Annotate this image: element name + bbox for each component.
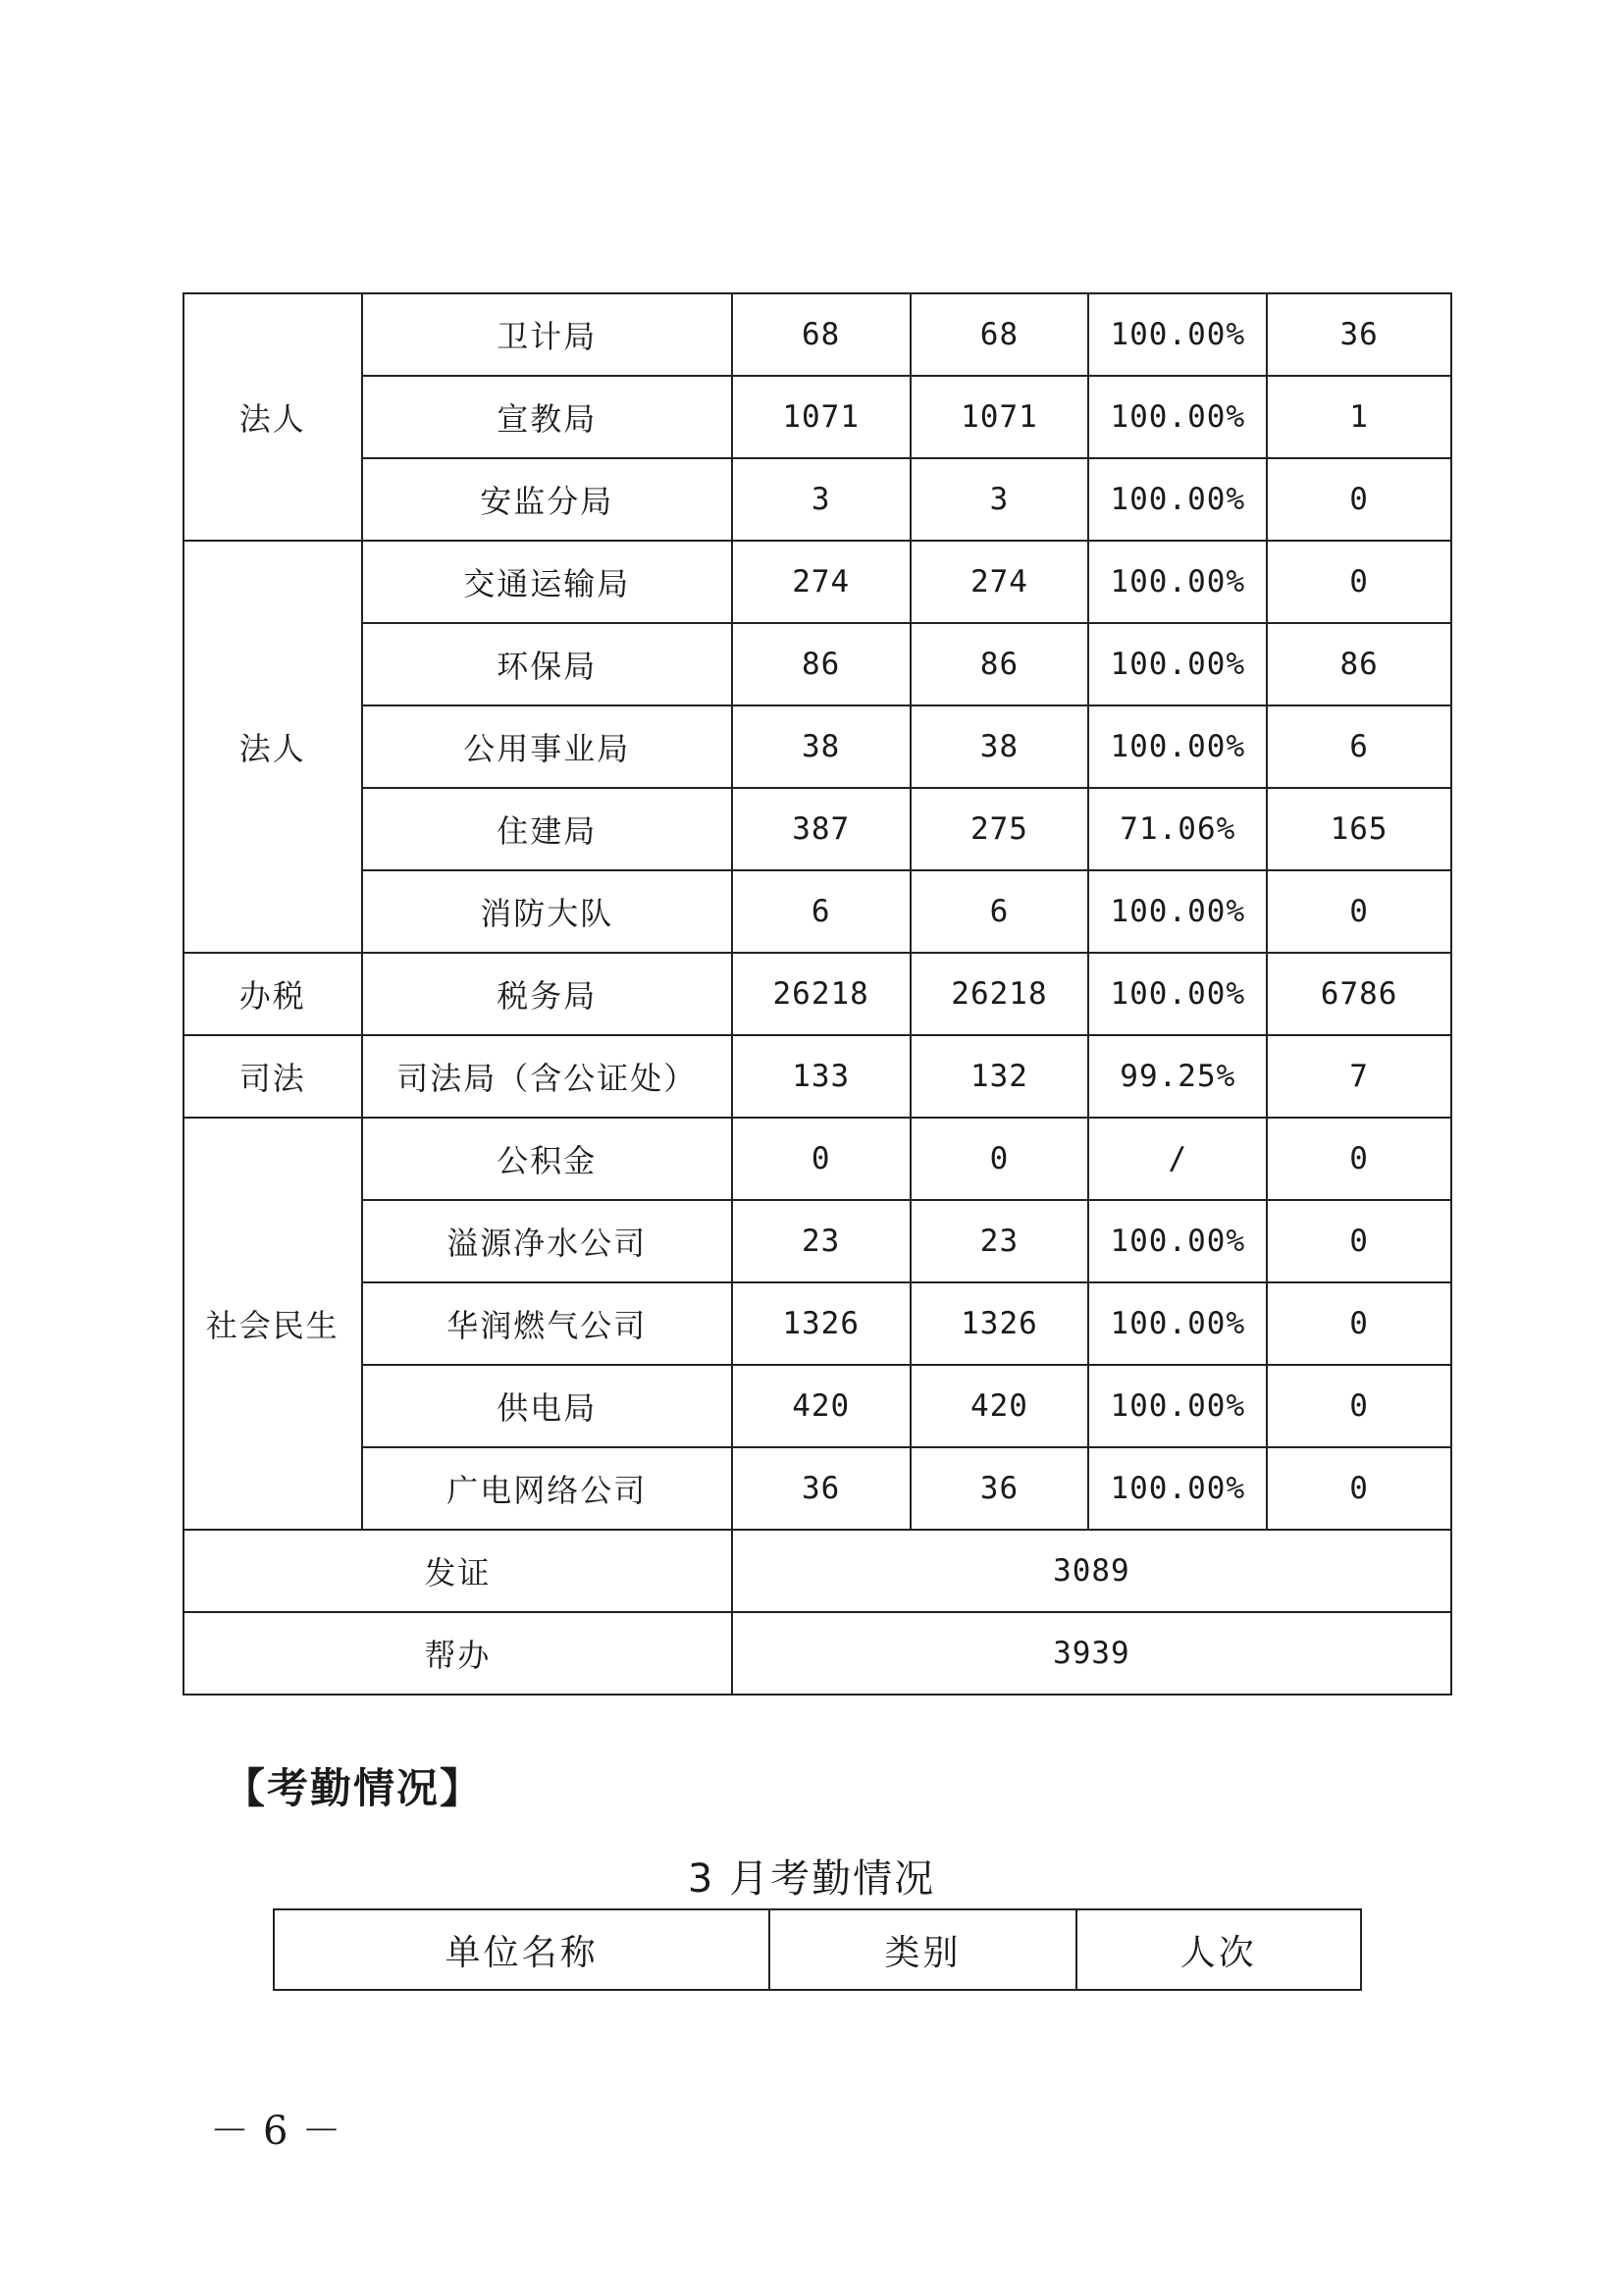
extra-count-cell: 0	[1267, 541, 1451, 623]
received-count-cell: 23	[732, 1200, 911, 1282]
completion-rate-cell: 100.00%	[1088, 870, 1267, 953]
department-name-cell: 华润燃气公司	[362, 1282, 732, 1365]
received-count-cell: 1071	[732, 376, 911, 458]
table-row	[183, 953, 1451, 1035]
table-row	[183, 870, 1451, 953]
completion-rate-cell: 100.00%	[1088, 458, 1267, 541]
completed-count-cell: 68	[911, 293, 1089, 376]
table-row	[183, 623, 1451, 705]
department-name-cell: 交通运输局	[362, 541, 732, 623]
summary-row	[183, 1530, 1451, 1612]
summary-label: 帮办	[183, 1612, 732, 1695]
service-stats-body	[183, 293, 1451, 1695]
table-row	[183, 1200, 1451, 1282]
department-name-cell: 税务局	[362, 953, 732, 1035]
completed-count-cell: 275	[911, 788, 1089, 870]
extra-count-cell: 7	[1267, 1035, 1451, 1118]
extra-count-cell: 1	[1267, 376, 1451, 458]
extra-count-cell: 36	[1267, 293, 1451, 376]
extra-count-cell: 0	[1267, 1200, 1451, 1282]
page-number: －6－	[210, 2109, 355, 2154]
received-count-cell: 36	[732, 1447, 911, 1530]
department-name-cell: 住建局	[362, 788, 732, 870]
completion-rate-cell: /	[1088, 1118, 1267, 1200]
received-count-cell: 0	[732, 1118, 911, 1200]
extra-count-cell: 0	[1267, 1118, 1451, 1200]
category-cell: 办税	[183, 953, 362, 1035]
extra-count-cell: 0	[1267, 458, 1451, 541]
table-row	[183, 705, 1451, 788]
completion-rate-cell: 100.00%	[1088, 1447, 1267, 1530]
completion-rate-cell: 71.06%	[1088, 788, 1267, 870]
completion-rate-cell: 100.00%	[1088, 1200, 1267, 1282]
extra-count-cell: 86	[1267, 623, 1451, 705]
completed-count-cell: 86	[911, 623, 1089, 705]
completed-count-cell: 274	[911, 541, 1089, 623]
table-row	[183, 376, 1451, 458]
received-count-cell: 26218	[732, 953, 911, 1035]
summary-label: 发证	[183, 1530, 732, 1612]
extra-count-cell: 0	[1267, 1282, 1451, 1365]
completed-count-cell: 3	[911, 458, 1089, 541]
completed-count-cell: 6	[911, 870, 1089, 953]
completion-rate-cell: 100.00%	[1088, 1365, 1267, 1447]
extra-count-cell: 0	[1267, 870, 1451, 953]
summary-row	[183, 1612, 1451, 1695]
category-cell: 社会民生	[183, 1118, 362, 1530]
header-count: 人次	[1076, 1909, 1361, 1990]
completed-count-cell: 132	[911, 1035, 1089, 1118]
department-name-cell: 卫计局	[362, 293, 732, 376]
table-row	[183, 1447, 1451, 1530]
header-unit-name: 单位名称	[274, 1909, 769, 1990]
department-name-cell: 公用事业局	[362, 705, 732, 788]
extra-count-cell: 6786	[1267, 953, 1451, 1035]
section-heading: 【考勤情况】	[224, 1764, 484, 1812]
extra-count-cell: 6	[1267, 705, 1451, 788]
received-count-cell: 133	[732, 1035, 911, 1118]
service-stats-table	[183, 292, 1452, 1696]
attendance-header-row	[274, 1909, 1361, 1990]
completed-count-cell: 26218	[911, 953, 1089, 1035]
extra-count-cell: 165	[1267, 788, 1451, 870]
table-row	[183, 458, 1451, 541]
extra-count-cell: 0	[1267, 1365, 1451, 1447]
received-count-cell: 38	[732, 705, 911, 788]
table-row	[183, 1365, 1451, 1447]
completed-count-cell: 36	[911, 1447, 1089, 1530]
department-name-cell: 广电网络公司	[362, 1447, 732, 1530]
received-count-cell: 6	[732, 870, 911, 953]
category-cell: 法人	[183, 541, 362, 953]
completion-rate-cell: 100.00%	[1088, 376, 1267, 458]
header-category: 类别	[769, 1909, 1075, 1990]
summary-value: 3089	[732, 1530, 1451, 1612]
received-count-cell: 420	[732, 1365, 911, 1447]
completion-rate-cell: 100.00%	[1088, 293, 1267, 376]
department-name-cell: 供电局	[362, 1365, 732, 1447]
table-row	[183, 541, 1451, 623]
received-count-cell: 387	[732, 788, 911, 870]
completed-count-cell: 38	[911, 705, 1089, 788]
extra-count-cell: 0	[1267, 1447, 1451, 1530]
department-name-cell: 安监分局	[362, 458, 732, 541]
table-row	[183, 1282, 1451, 1365]
department-name-cell: 宣教局	[362, 376, 732, 458]
department-name-cell: 环保局	[362, 623, 732, 705]
summary-value: 3939	[732, 1612, 1451, 1695]
department-name-cell: 消防大队	[362, 870, 732, 953]
completed-count-cell: 420	[911, 1365, 1089, 1447]
completion-rate-cell: 100.00%	[1088, 1282, 1267, 1365]
completion-rate-cell: 99.25%	[1088, 1035, 1267, 1118]
received-count-cell: 274	[732, 541, 911, 623]
department-name-cell: 公积金	[362, 1118, 732, 1200]
completion-rate-cell: 100.00%	[1088, 541, 1267, 623]
category-cell: 司法	[183, 1035, 362, 1118]
completed-count-cell: 0	[911, 1118, 1089, 1200]
attendance-table-caption: 3 月考勤情况	[687, 1856, 936, 1902]
completed-count-cell: 1071	[911, 376, 1089, 458]
received-count-cell: 1326	[732, 1282, 911, 1365]
attendance-table	[273, 1908, 1362, 1991]
completed-count-cell: 1326	[911, 1282, 1089, 1365]
completion-rate-cell: 100.00%	[1088, 623, 1267, 705]
table-row	[183, 1118, 1451, 1200]
table-row	[183, 1035, 1451, 1118]
received-count-cell: 3	[732, 458, 911, 541]
category-cell: 法人	[183, 293, 362, 541]
completed-count-cell: 23	[911, 1200, 1089, 1282]
completion-rate-cell: 100.00%	[1088, 705, 1267, 788]
department-name-cell: 司法局（含公证处）	[362, 1035, 732, 1118]
received-count-cell: 86	[732, 623, 911, 705]
table-row	[183, 293, 1451, 376]
received-count-cell: 68	[732, 293, 911, 376]
completion-rate-cell: 100.00%	[1088, 953, 1267, 1035]
table-row	[183, 788, 1451, 870]
department-name-cell: 溢源净水公司	[362, 1200, 732, 1282]
